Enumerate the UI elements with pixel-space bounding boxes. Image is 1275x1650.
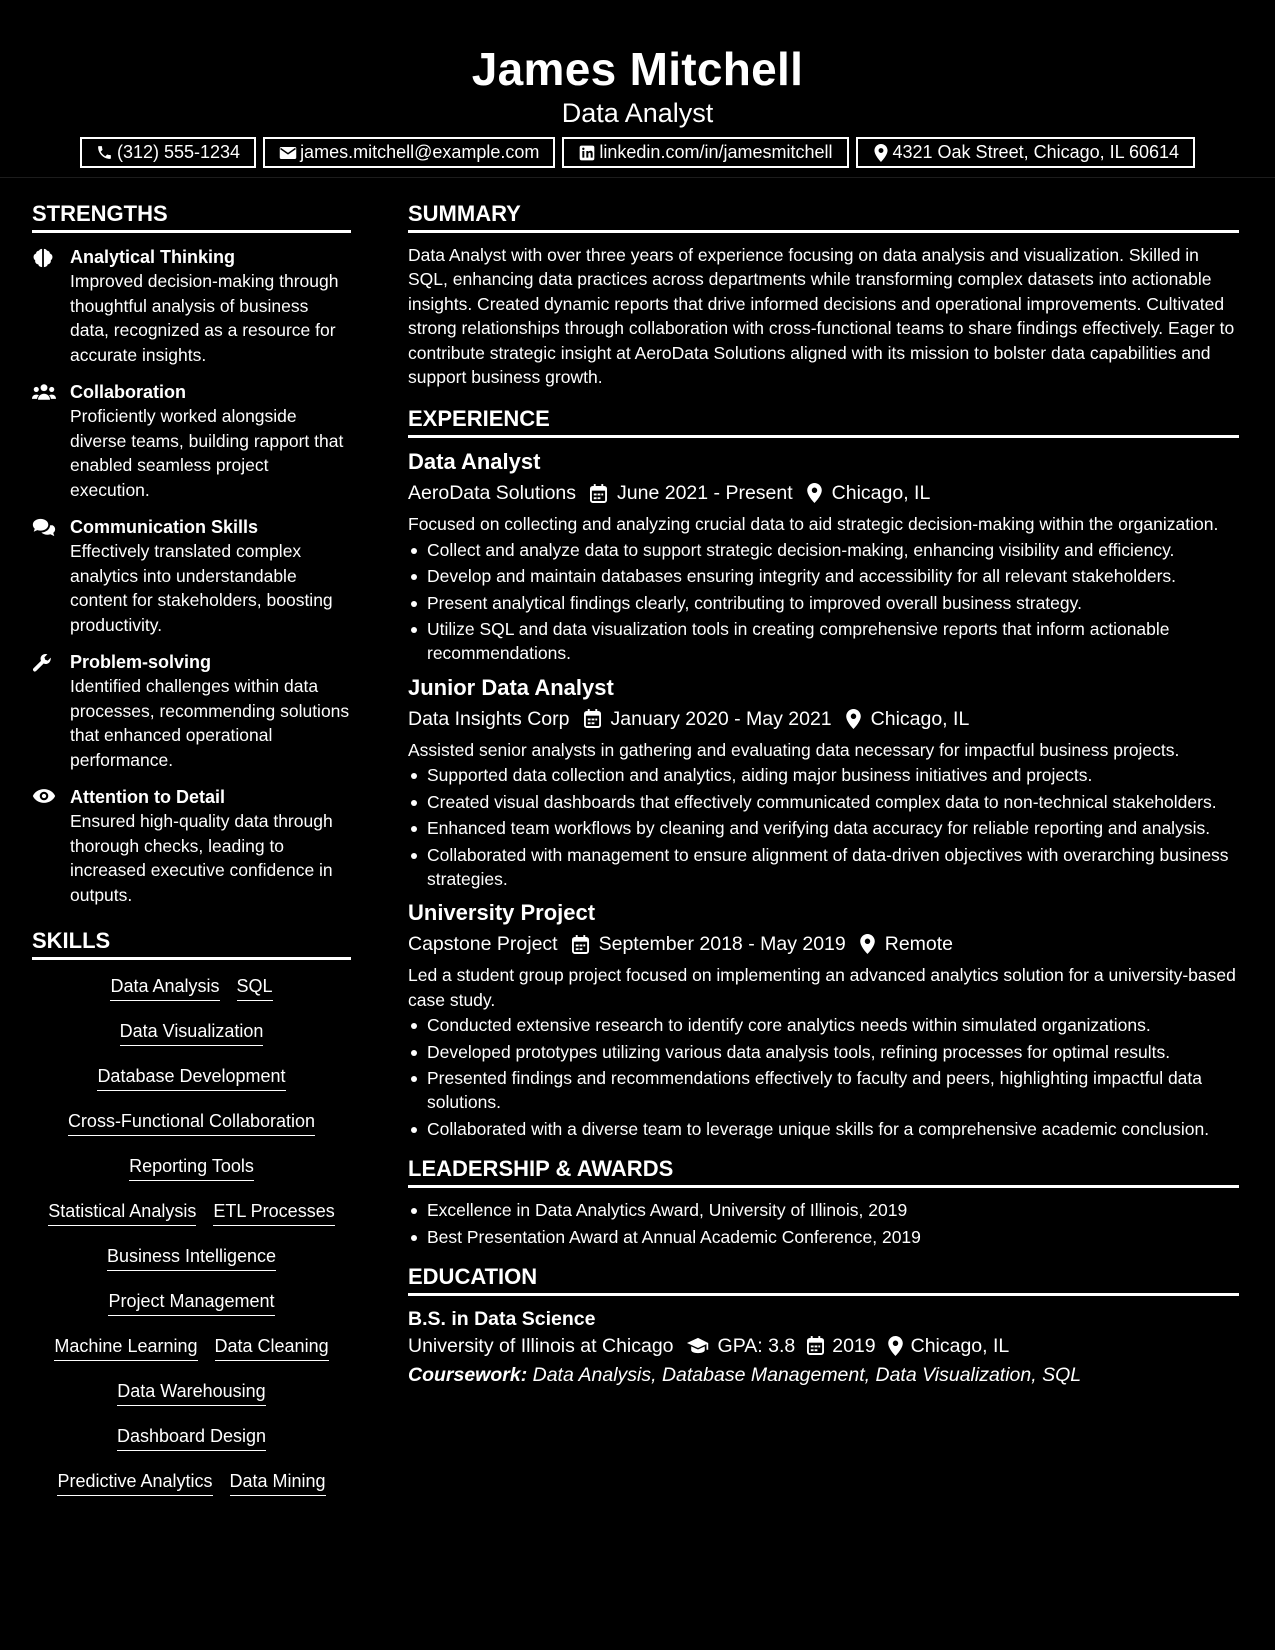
map-pin-icon xyxy=(807,483,822,503)
map-pin-icon xyxy=(872,144,890,162)
job-dates: June 2021 - Present xyxy=(617,482,793,505)
job-bullet: Enhanced team workflows by cleaning and verifying data accuracy for reliable reporting and analysis. xyxy=(408,816,1239,840)
job-description: Focused on collecting and analyzing crucial data to aid strategic decision-making within the organization. xyxy=(408,514,1219,535)
skill-row xyxy=(32,1379,351,1424)
job-bullet: Collaborated with a diverse team to leverage unique skills for a comprehensive academic conclusion. xyxy=(408,1117,1239,1141)
strength-item xyxy=(32,785,351,907)
strength-name: Analytical Thinking xyxy=(70,247,236,267)
education-degree: B.S. in Data Science xyxy=(408,1307,596,1330)
education-school: University of Illinois at Chicago xyxy=(408,1334,674,1357)
strength-desc: Effectively translated complex analytics into understandable content for stakeholders, boosting productivity. xyxy=(70,541,333,635)
strengths-heading: STRENGTHS xyxy=(32,200,351,233)
coursework-list: Data Analysis, Database Management, Data Visualization, SQL xyxy=(532,1363,1082,1386)
skill-row xyxy=(32,1289,351,1334)
contact-phone[interactable] xyxy=(80,137,256,168)
right-column xyxy=(408,200,1239,1390)
job-bullet: Presented findings and recommendations effectively to faculty and peers, highlighting impactful data solutions. xyxy=(408,1066,1239,1115)
strength-desc: Proficiently worked alongside diverse teams, building rapport that enabled seamless project execution. xyxy=(70,406,344,500)
job-description: Led a student group project focused on implementing an advanced analytics solution for a university-based case study. xyxy=(408,965,1236,1010)
map-pin-icon xyxy=(846,709,861,729)
job-title: University Project xyxy=(408,900,596,926)
summary-text: Data Analyst with over three years of experience focusing on data analysis and visualization. Skilled in SQL, enhancing data practices across departments while transforming complex datasets into actionable insights. Created dynamic reports that drive informed decisions and operational improvements. Cultivated strong relationships through collaboration with cross-functional teams to share findings effectively. Eager to contribute strategic insight at AeroData Solutions aligned with its mission to bolster data capabilities and support business growth. xyxy=(408,245,1235,388)
contact-phone-text: (312) 555-1234 xyxy=(116,142,241,162)
job-bullet: Develop and maintain databases ensuring integrity and accessibility for all relevant stakeholders. xyxy=(408,564,1239,588)
job-bullet: Created visual dashboards that effectively communicated complex data to non-technical stakeholders. xyxy=(408,790,1239,814)
job-entry xyxy=(408,899,1239,1141)
strength-name: Attention to Detail xyxy=(70,787,225,807)
skill-tag: Data Analysis xyxy=(110,974,219,1001)
skill-tag: Database Development xyxy=(97,1064,285,1091)
skill-tag: Statistical Analysis xyxy=(48,1199,196,1226)
job-meta xyxy=(408,705,1239,733)
skill-row xyxy=(32,974,351,1019)
job-title: Junior Data Analyst xyxy=(408,674,614,700)
job-bullets xyxy=(408,538,1239,666)
strength-name: Communication Skills xyxy=(70,517,259,537)
contact-linkedin[interactable] xyxy=(562,137,848,168)
education-heading: EDUCATION xyxy=(408,1263,1239,1296)
skill-tag: Reporting Tools xyxy=(129,1154,254,1181)
calendar-icon xyxy=(572,935,589,954)
contact-email[interactable] xyxy=(263,137,555,168)
graduation-cap-icon xyxy=(686,1337,710,1354)
comments-icon xyxy=(32,515,70,637)
candidate-name: James Mitchell xyxy=(471,43,804,95)
summary-heading: SUMMARY xyxy=(408,200,1239,233)
skill-tag: Data Mining xyxy=(230,1469,326,1496)
job-bullet: Conducted extensive research to identify core analytics needs within simulated organizations. xyxy=(408,1013,1239,1037)
skill-row xyxy=(32,1199,351,1244)
skill-row xyxy=(32,1109,351,1154)
skill-tag: Data Visualization xyxy=(120,1019,264,1046)
candidate-title: Data Analyst xyxy=(561,98,714,128)
job-description: Assisted senior analysts in gathering and evaluating data necessary for impactful business projects. xyxy=(408,739,1180,760)
education-meta xyxy=(408,1332,1239,1360)
calendar-icon xyxy=(590,484,607,503)
strength-item xyxy=(32,380,351,502)
strength-desc: Identified challenges within data processes, recommending solutions that enhanced operational performance. xyxy=(70,676,350,770)
job-bullet: Supported data collection and analytics, aiding major business initiatives and projects. xyxy=(408,763,1239,787)
skill-tag: ETL Processes xyxy=(213,1199,334,1226)
resume-header xyxy=(0,0,1275,178)
calendar-icon xyxy=(584,709,601,728)
job-dates: September 2018 - May 2019 xyxy=(598,933,846,956)
skills-heading: SKILLS xyxy=(32,927,351,960)
skill-row xyxy=(32,1334,351,1379)
job-bullet: Present analytical findings clearly, contributing to improved overall business strategy. xyxy=(408,591,1239,615)
job-dates: January 2020 - May 2021 xyxy=(610,707,832,730)
skill-row xyxy=(32,1469,351,1514)
users-icon xyxy=(32,380,70,502)
skill-tag: Data Cleaning xyxy=(215,1334,329,1361)
job-location: Chicago, IL xyxy=(870,707,970,730)
strength-item xyxy=(32,650,351,772)
contact-address[interactable] xyxy=(856,137,1196,168)
skill-row xyxy=(32,1244,351,1289)
contact-address-text: 4321 Oak Street, Chicago, IL 60614 xyxy=(892,142,1180,162)
skill-tag: Project Management xyxy=(108,1289,274,1316)
job-location: Chicago, IL xyxy=(831,482,931,505)
job-bullets xyxy=(408,1013,1239,1141)
strength-item xyxy=(32,245,351,367)
job-entry xyxy=(408,674,1239,891)
skills-list xyxy=(32,970,351,1514)
skill-tag: SQL xyxy=(237,974,273,1001)
job-company: Capstone Project xyxy=(408,933,558,956)
phone-icon xyxy=(96,144,114,162)
envelope-icon xyxy=(279,144,297,162)
map-pin-icon xyxy=(888,1336,903,1356)
job-location: Remote xyxy=(884,933,954,956)
calendar-icon xyxy=(807,1336,824,1355)
award-item: Excellence in Data Analytics Award, University of Illinois, 2019 xyxy=(408,1198,1239,1222)
job-bullet: Collect and analyze data to support strategic decision-making, enhancing visibility and efficiency. xyxy=(408,538,1239,562)
skill-row xyxy=(32,1154,351,1199)
job-company: Data Insights Corp xyxy=(408,707,570,730)
job-meta xyxy=(408,479,1239,507)
job-title: Data Analyst xyxy=(408,449,541,475)
strength-desc: Ensured high-quality data through thorough checks, leading to increased executive confidence in outputs. xyxy=(70,811,333,905)
skill-row xyxy=(32,1019,351,1064)
job-bullets xyxy=(408,763,1239,891)
strength-item xyxy=(32,515,351,637)
education-gpa: GPA: 3.8 xyxy=(717,1334,796,1357)
skill-row xyxy=(32,1064,351,1109)
strength-name: Collaboration xyxy=(70,382,186,402)
award-item: Best Presentation Award at Annual Academic Conference, 2019 xyxy=(408,1225,1239,1249)
skill-tag: Business Intelligence xyxy=(107,1244,276,1271)
strength-name: Problem-solving xyxy=(70,652,212,672)
brain-icon xyxy=(32,245,70,367)
left-column xyxy=(32,200,351,1514)
skill-row xyxy=(32,1424,351,1469)
contact-email-text: james.mitchell@example.com xyxy=(300,142,540,162)
education-year: 2019 xyxy=(832,1334,876,1357)
strengths-list xyxy=(32,245,351,907)
linkedin-icon xyxy=(578,144,596,162)
job-entry xyxy=(408,448,1239,665)
job-bullet: Developed prototypes utilizing various data analysis tools, refining processes for optimal results. xyxy=(408,1040,1239,1064)
map-pin-icon xyxy=(860,934,875,954)
leadership-heading: LEADERSHIP & AWARDS xyxy=(408,1155,1239,1188)
job-meta xyxy=(408,930,1239,958)
wrench-icon xyxy=(32,650,70,772)
contact-bar xyxy=(0,137,1275,168)
awards-list xyxy=(408,1198,1239,1249)
education-coursework xyxy=(408,1360,1239,1390)
education-location: Chicago, IL xyxy=(910,1334,1010,1357)
job-bullet: Collaborated with management to ensure alignment of data-driven objectives with overarching business strategies. xyxy=(408,843,1239,892)
skill-tag: Dashboard Design xyxy=(117,1424,266,1451)
skill-tag: Cross-Functional Collaboration xyxy=(68,1109,315,1136)
strength-desc: Improved decision-making through thoughtful analysis of business data, recognized as a resource for accurate insights. xyxy=(70,271,339,365)
coursework-label: Coursework: xyxy=(408,1363,528,1386)
skill-tag: Machine Learning xyxy=(54,1334,197,1361)
experience-heading: EXPERIENCE xyxy=(408,405,1239,438)
skill-tag: Predictive Analytics xyxy=(57,1469,212,1496)
contact-linkedin-text: linkedin.com/in/jamesmitchell xyxy=(599,142,833,162)
job-company: AeroData Solutions xyxy=(408,482,577,505)
eye-icon xyxy=(32,785,70,907)
skill-tag: Data Warehousing xyxy=(117,1379,265,1406)
job-bullet: Utilize SQL and data visualization tools in creating comprehensive reports that inform actionable recommendations. xyxy=(408,617,1239,666)
